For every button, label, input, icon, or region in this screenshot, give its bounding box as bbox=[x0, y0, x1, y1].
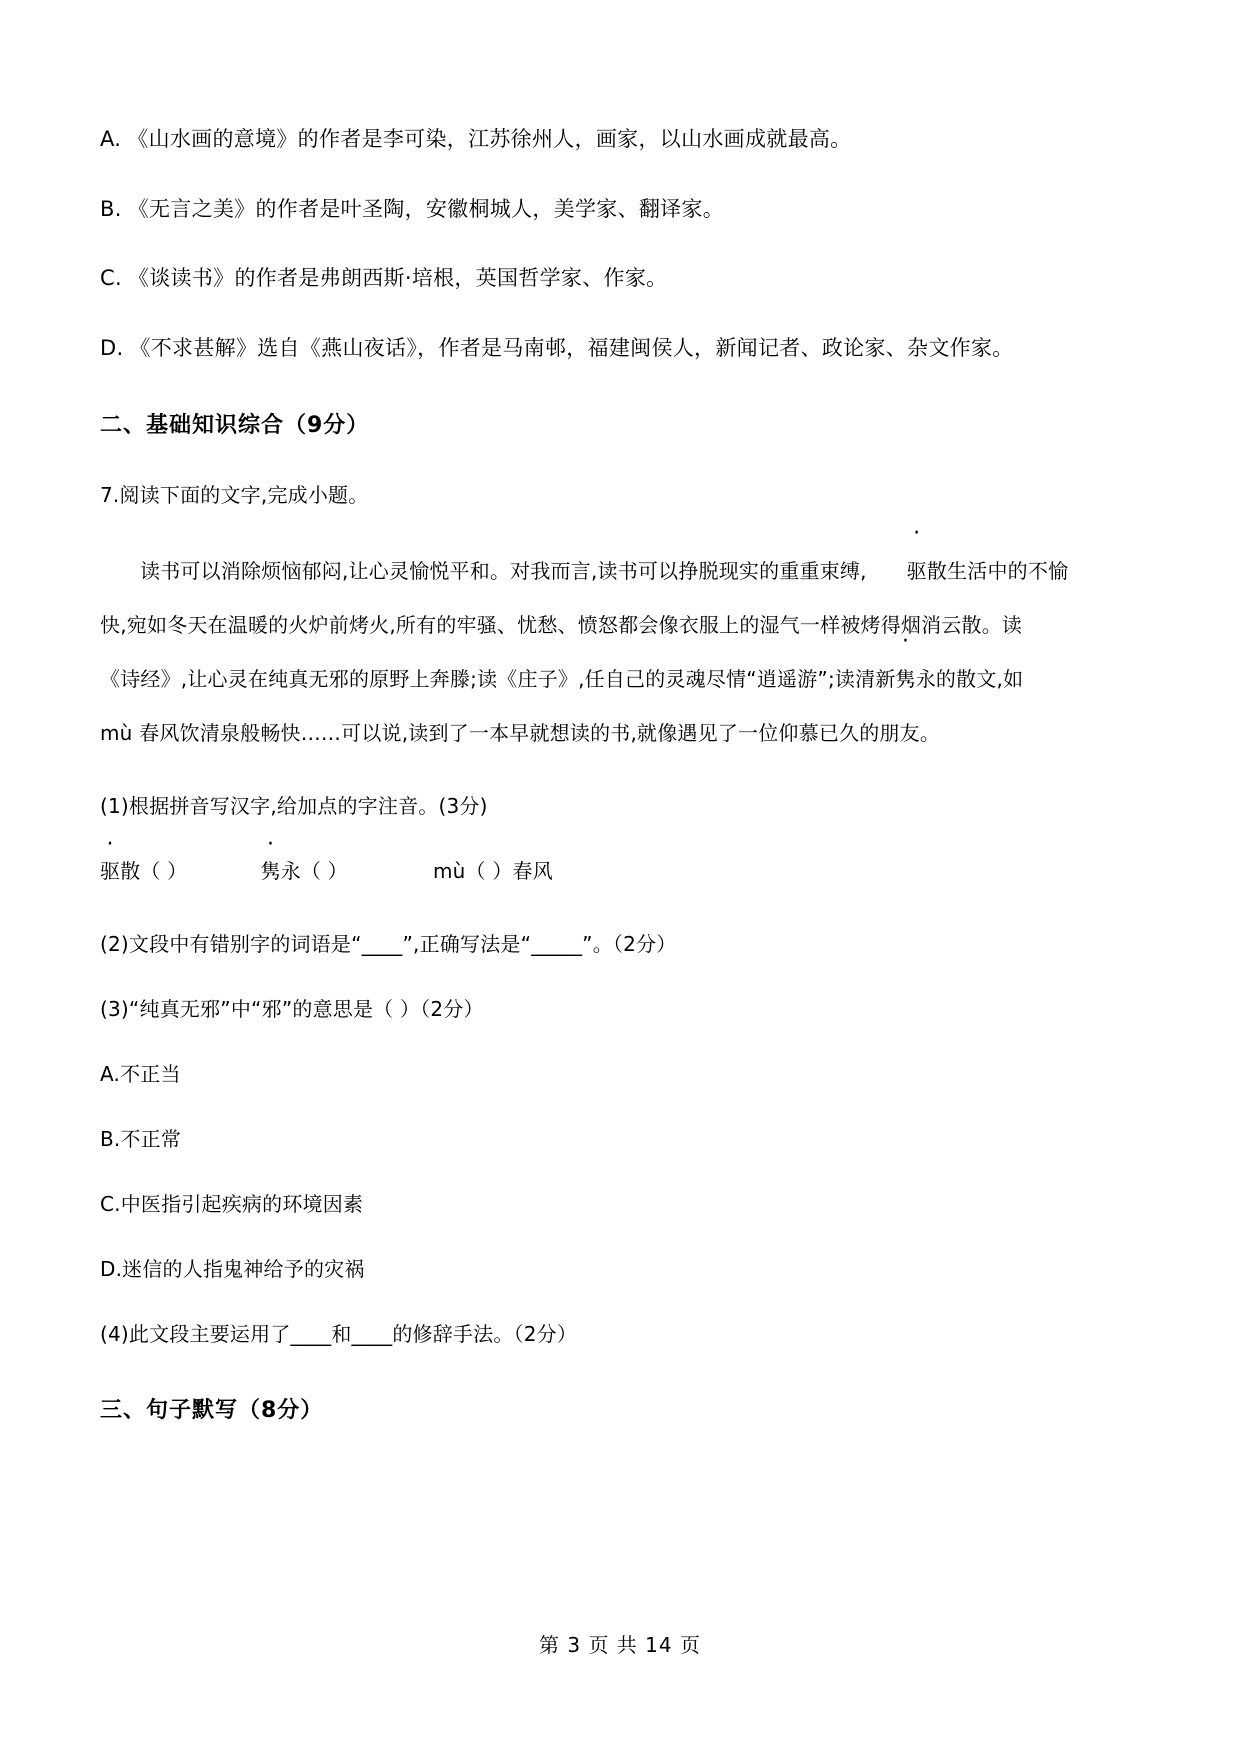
choice-a-text: 《山水画的意境》的作者是李可染，江苏徐州人，画家，以山水画成就最高。 bbox=[127, 127, 852, 151]
passage-line-1-post: 散生活中的不愉 bbox=[926, 559, 1069, 583]
passage-line-3-pre: 《诗经》,让心灵在纯真无邪的原野上奔滕;读《庄子》,任自己的灵魂尽情“逍遥游”;读清新 bbox=[100, 667, 896, 691]
passage-line-3-post: 永的散文,如 bbox=[915, 667, 1024, 691]
pinyin-item-3: mù（ ）春风 bbox=[433, 859, 553, 883]
passage-line-2 bbox=[100, 598, 1120, 652]
sub-question-1-answer-row bbox=[100, 855, 1120, 884]
sub-question-2: (2)文段中有错别字的词语是“____”,正确写法是“_____”。（2分） bbox=[100, 932, 677, 956]
sub-question-3-option-b: B.不正常 bbox=[100, 1127, 182, 1151]
choice-d-text: 《不求甚解》选自《燕山夜话》，作者是马南邨，福建闽侯人，新闻记者、政论家、杂文作家。 bbox=[129, 335, 1014, 360]
pinyin-item-1-rest: 散（ ） bbox=[120, 859, 188, 883]
choice-d-label: D. bbox=[100, 335, 124, 360]
section-three-heading: 三、句子默写（8分） bbox=[100, 1398, 324, 1423]
choice-b-label: B. bbox=[100, 196, 122, 221]
sub-question-3-option-c: C.中医指引起疾病的环境因素 bbox=[100, 1192, 364, 1216]
passage-line-3 bbox=[100, 652, 1120, 706]
sub-question-3-option-a: A.不正当 bbox=[100, 1062, 181, 1086]
page-footer: 第 3 页 共 14 页 bbox=[539, 1633, 701, 1657]
choice-d bbox=[100, 333, 1120, 365]
dotted-char-juan-answer: 隽 bbox=[260, 859, 281, 883]
sub-question-3: (3)“纯真无邪”中“邪”的意思是（ ）（2分） bbox=[100, 997, 484, 1021]
choice-c-label: C. bbox=[100, 266, 122, 290]
pinyin-item-2-rest: 永（ ） bbox=[280, 859, 348, 883]
choice-a bbox=[100, 124, 1120, 156]
pinyin-item-1 bbox=[100, 855, 187, 884]
sub-question-4: (4)此文段主要运用了____和____的修辞手法。（2分） bbox=[100, 1322, 578, 1346]
dotted-char-juan: 隽 bbox=[895, 667, 916, 691]
choice-b bbox=[100, 194, 1120, 226]
dotted-char-qu: 驱 bbox=[906, 559, 927, 583]
reading-passage bbox=[100, 544, 1120, 760]
dotted-char-qu-answer: 驱 bbox=[100, 859, 121, 883]
passage-line-1 bbox=[100, 544, 1120, 598]
sub-question-1: (1)根据拼音写汉字,给加点的字注音。(3分) bbox=[100, 794, 488, 818]
passage-line-4-pre: mù 春风饮清泉般畅快……可以说,读到了一本早就想读的书,就像遇见了一位仰慕已久的朋友。 bbox=[100, 721, 941, 745]
passage-line-1-pre: 读书可以消除烦恼郁闷,让心灵愉悦平和。对我而言,读书可以挣脱现实的重重束缚, bbox=[140, 559, 867, 583]
passage-line-2-pre: 快,宛如冬天在温暖的火炉前烤火,所有的牢骚、忧愁、愤怒都会像衣服上的湿气一样被烤得烟消云散。读 bbox=[100, 613, 1023, 637]
section-two-heading: 二、基础知识综合（9分） bbox=[100, 413, 370, 438]
passage-line-4 bbox=[100, 706, 1120, 760]
sub-question-3-option-d: D.迷信的人指鬼神给予的灾祸 bbox=[100, 1257, 365, 1281]
question-7-stem: 7.阅读下面的文字,完成小题。 bbox=[100, 483, 369, 507]
pinyin-item-2 bbox=[261, 855, 348, 884]
choice-b-text: 《无言之美》的作者是叶圣陶，安徽桐城人，美学家、翻译家。 bbox=[127, 196, 725, 221]
choice-c-text: 《谈读书》的作者是弗朗西斯·培根，英国哲学家、作家。 bbox=[127, 266, 668, 290]
choice-a-label: A. bbox=[100, 127, 122, 151]
choice-c bbox=[100, 263, 1120, 295]
